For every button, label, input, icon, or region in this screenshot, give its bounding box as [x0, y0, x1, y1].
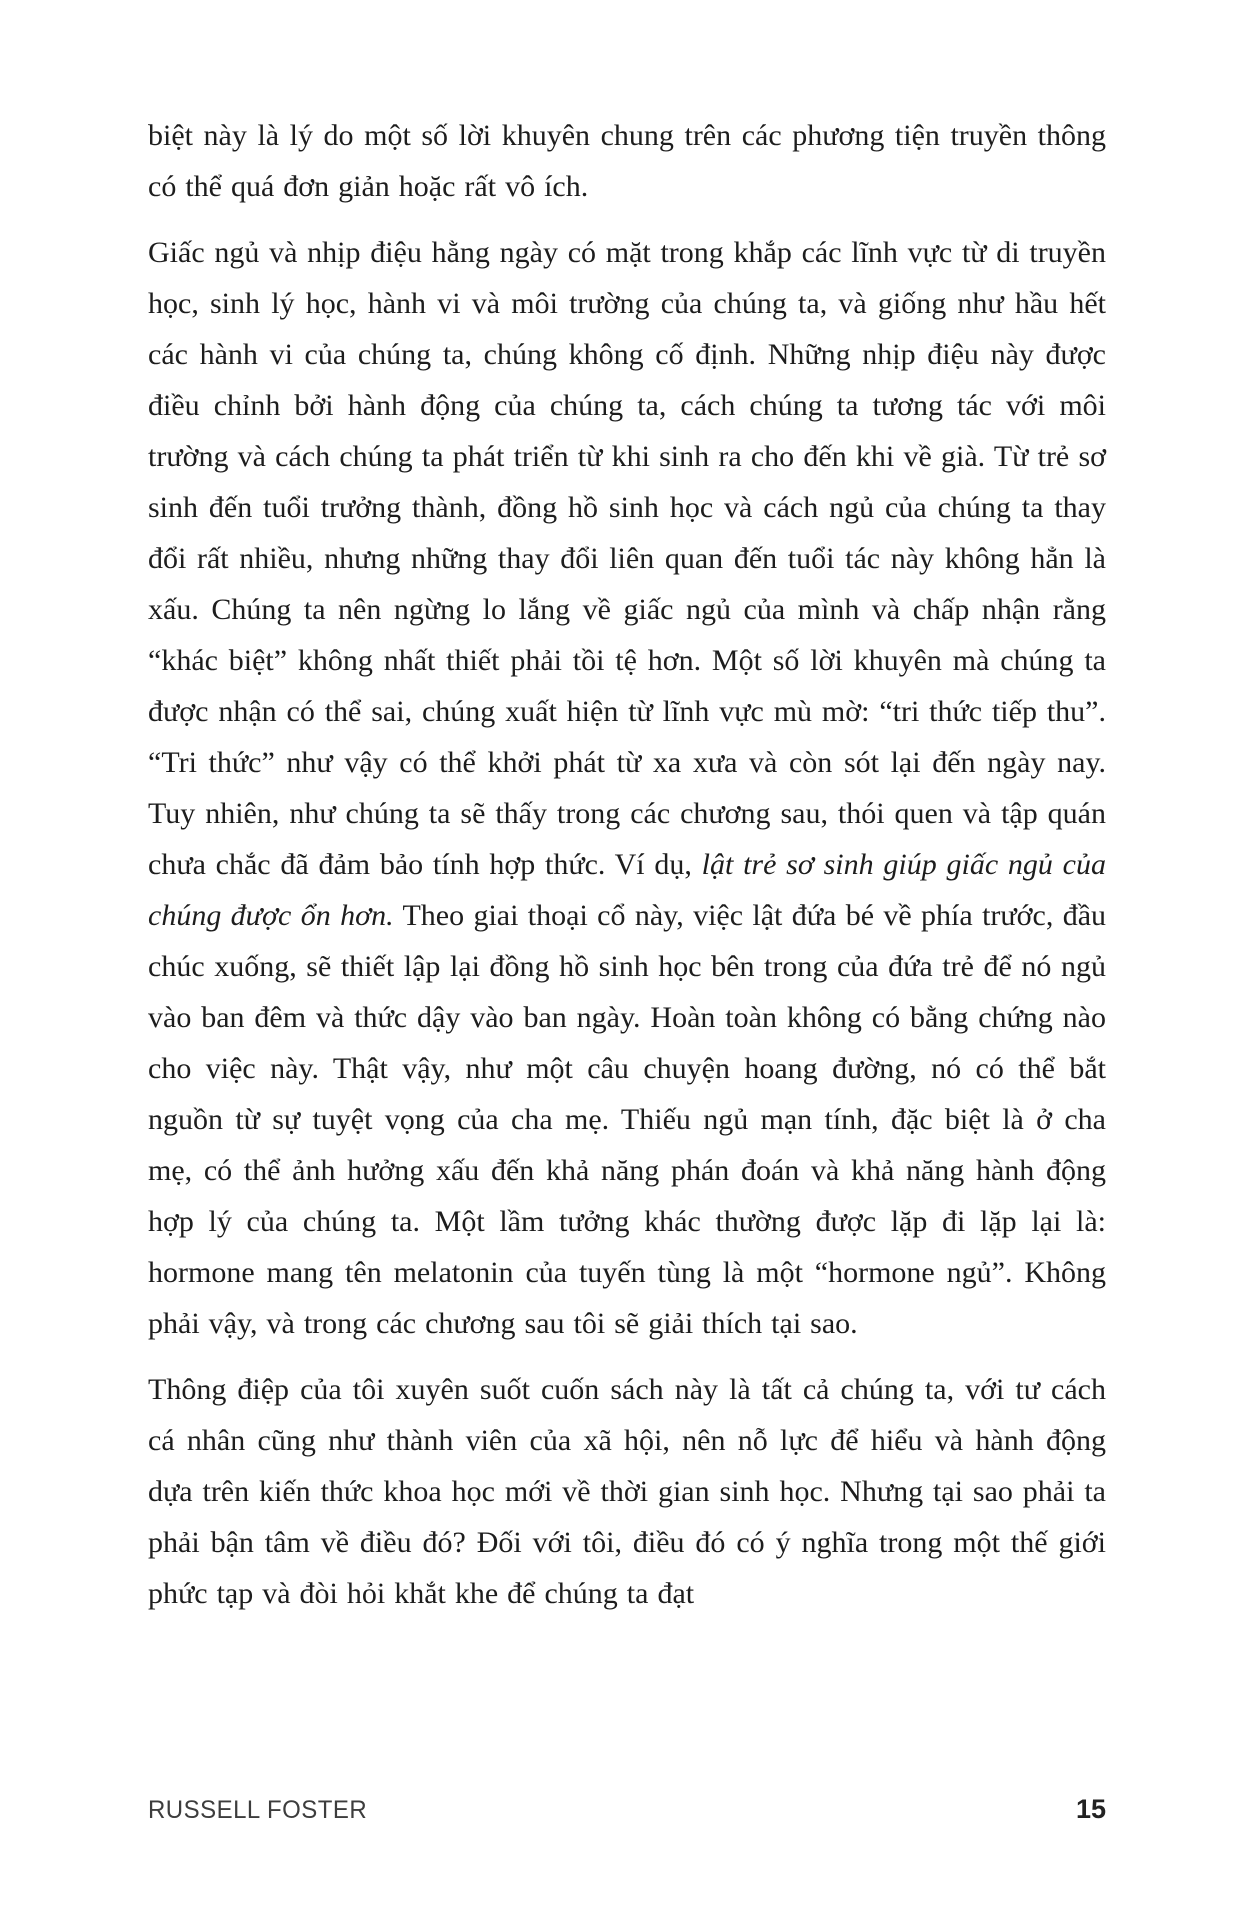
paragraph-text: Thông điệp của tôi xuyên suốt cuốn sách này là tất cả chúng ta, với tư cách cá nhân cũng như thành viên của xã hội, nên nỗ lực để hiểu và hành động dựa trên kiến thức khoa học mới về thời gian sinh học. Nhưng tại sao phải ta phải bận tâm về điều đó? Đối với tôi, điều đó có ý nghĩa trong một thế giới phức tạp và đòi hỏi khắt khe để chúng ta đạt — [148, 1373, 1106, 1610]
paragraph-text: Giấc ngủ và nhịp điệu hằng ngày có mặt trong khắp các lĩnh vực từ di truyền học, sinh lý học, hành vi và môi trường của chúng ta, và giống như hầu hết các hành vi của chúng ta, chúng không cố định. Những nhịp điệu này được điều chỉnh bởi hành động của chúng ta, cách chúng ta tương tác với môi trường và cách chúng ta phát triển từ khi sinh ra cho đến khi về già. Từ trẻ sơ sinh đến tuổi trưởng thành, đồng hồ sinh học và cách ngủ của chúng ta thay đổi rất nhiều, nhưng những thay đổi liên quan đến tuổi tác này không hẳn là xấu. Chúng ta nên ngừng lo lắng về giấc ngủ của mình và chấp nhận rằng “khác biệt” không nhất thiết phải tồi tệ hơn. Một số lời khuyên mà chúng ta được nhận có thể sai, chúng xuất hiện từ lĩnh vực mù mờ: “tri thức tiếp thu”. “Tri thức” như vậy có thể khởi phát từ xa xưa và còn sót lại đến ngày nay. Tuy nhiên, như chúng ta sẽ thấy trong các chương sau, thói quen và tập quán chưa chắc đã đảm bảo tính hợp thức. Ví dụ, — [148, 236, 1106, 881]
paragraph-text: Theo giai thoại cổ này, việc lật đứa bé về phía trước, đầu chúc xuống, sẽ thiết lập lại đồng hồ sinh học bên trong của đứa trẻ để nó ngủ vào ban đêm và thức dậy vào ban ngày. Hoàn toàn không có bằng chứng nào cho việc này. Thật vậy, như một câu chuyện hoang đường, nó có thể bắt nguồn từ sự tuyệt vọng của cha mẹ. Thiếu ngủ mạn tính, đặc biệt là ở cha mẹ, có thể ảnh hưởng xấu đến khả năng phán đoán và khả năng hành động hợp lý của chúng ta. Một lầm tưởng khác thường được lặp đi lặp lại là: hormone mang tên melatonin của tuyến tùng là một “hormone ngủ”. Không phải vậy, và trong các chương sau tôi sẽ giải thích tại sao. — [148, 899, 1107, 1340]
paragraph-continuation — [148, 110, 1106, 212]
page-footer — [148, 1794, 1106, 1825]
body-text — [148, 110, 1106, 1634]
paragraph-text: biệt này là lý do một số lời khuyên chung trên các phương tiện truyền thông có thể quá đơn giản hoặc rất vô ích. — [148, 119, 1106, 203]
page-number: 15 — [1075, 1794, 1106, 1824]
paragraph-italic-phrase: lật trẻ sơ sinh giúp giấc ngủ của chúng được ổn hơn. — [148, 848, 1106, 932]
paragraph-book-message — [148, 1364, 1106, 1619]
running-footer-author: RUSSELL FOSTER — [148, 1796, 368, 1824]
paragraph-sleep-rhythms — [148, 227, 1106, 1349]
